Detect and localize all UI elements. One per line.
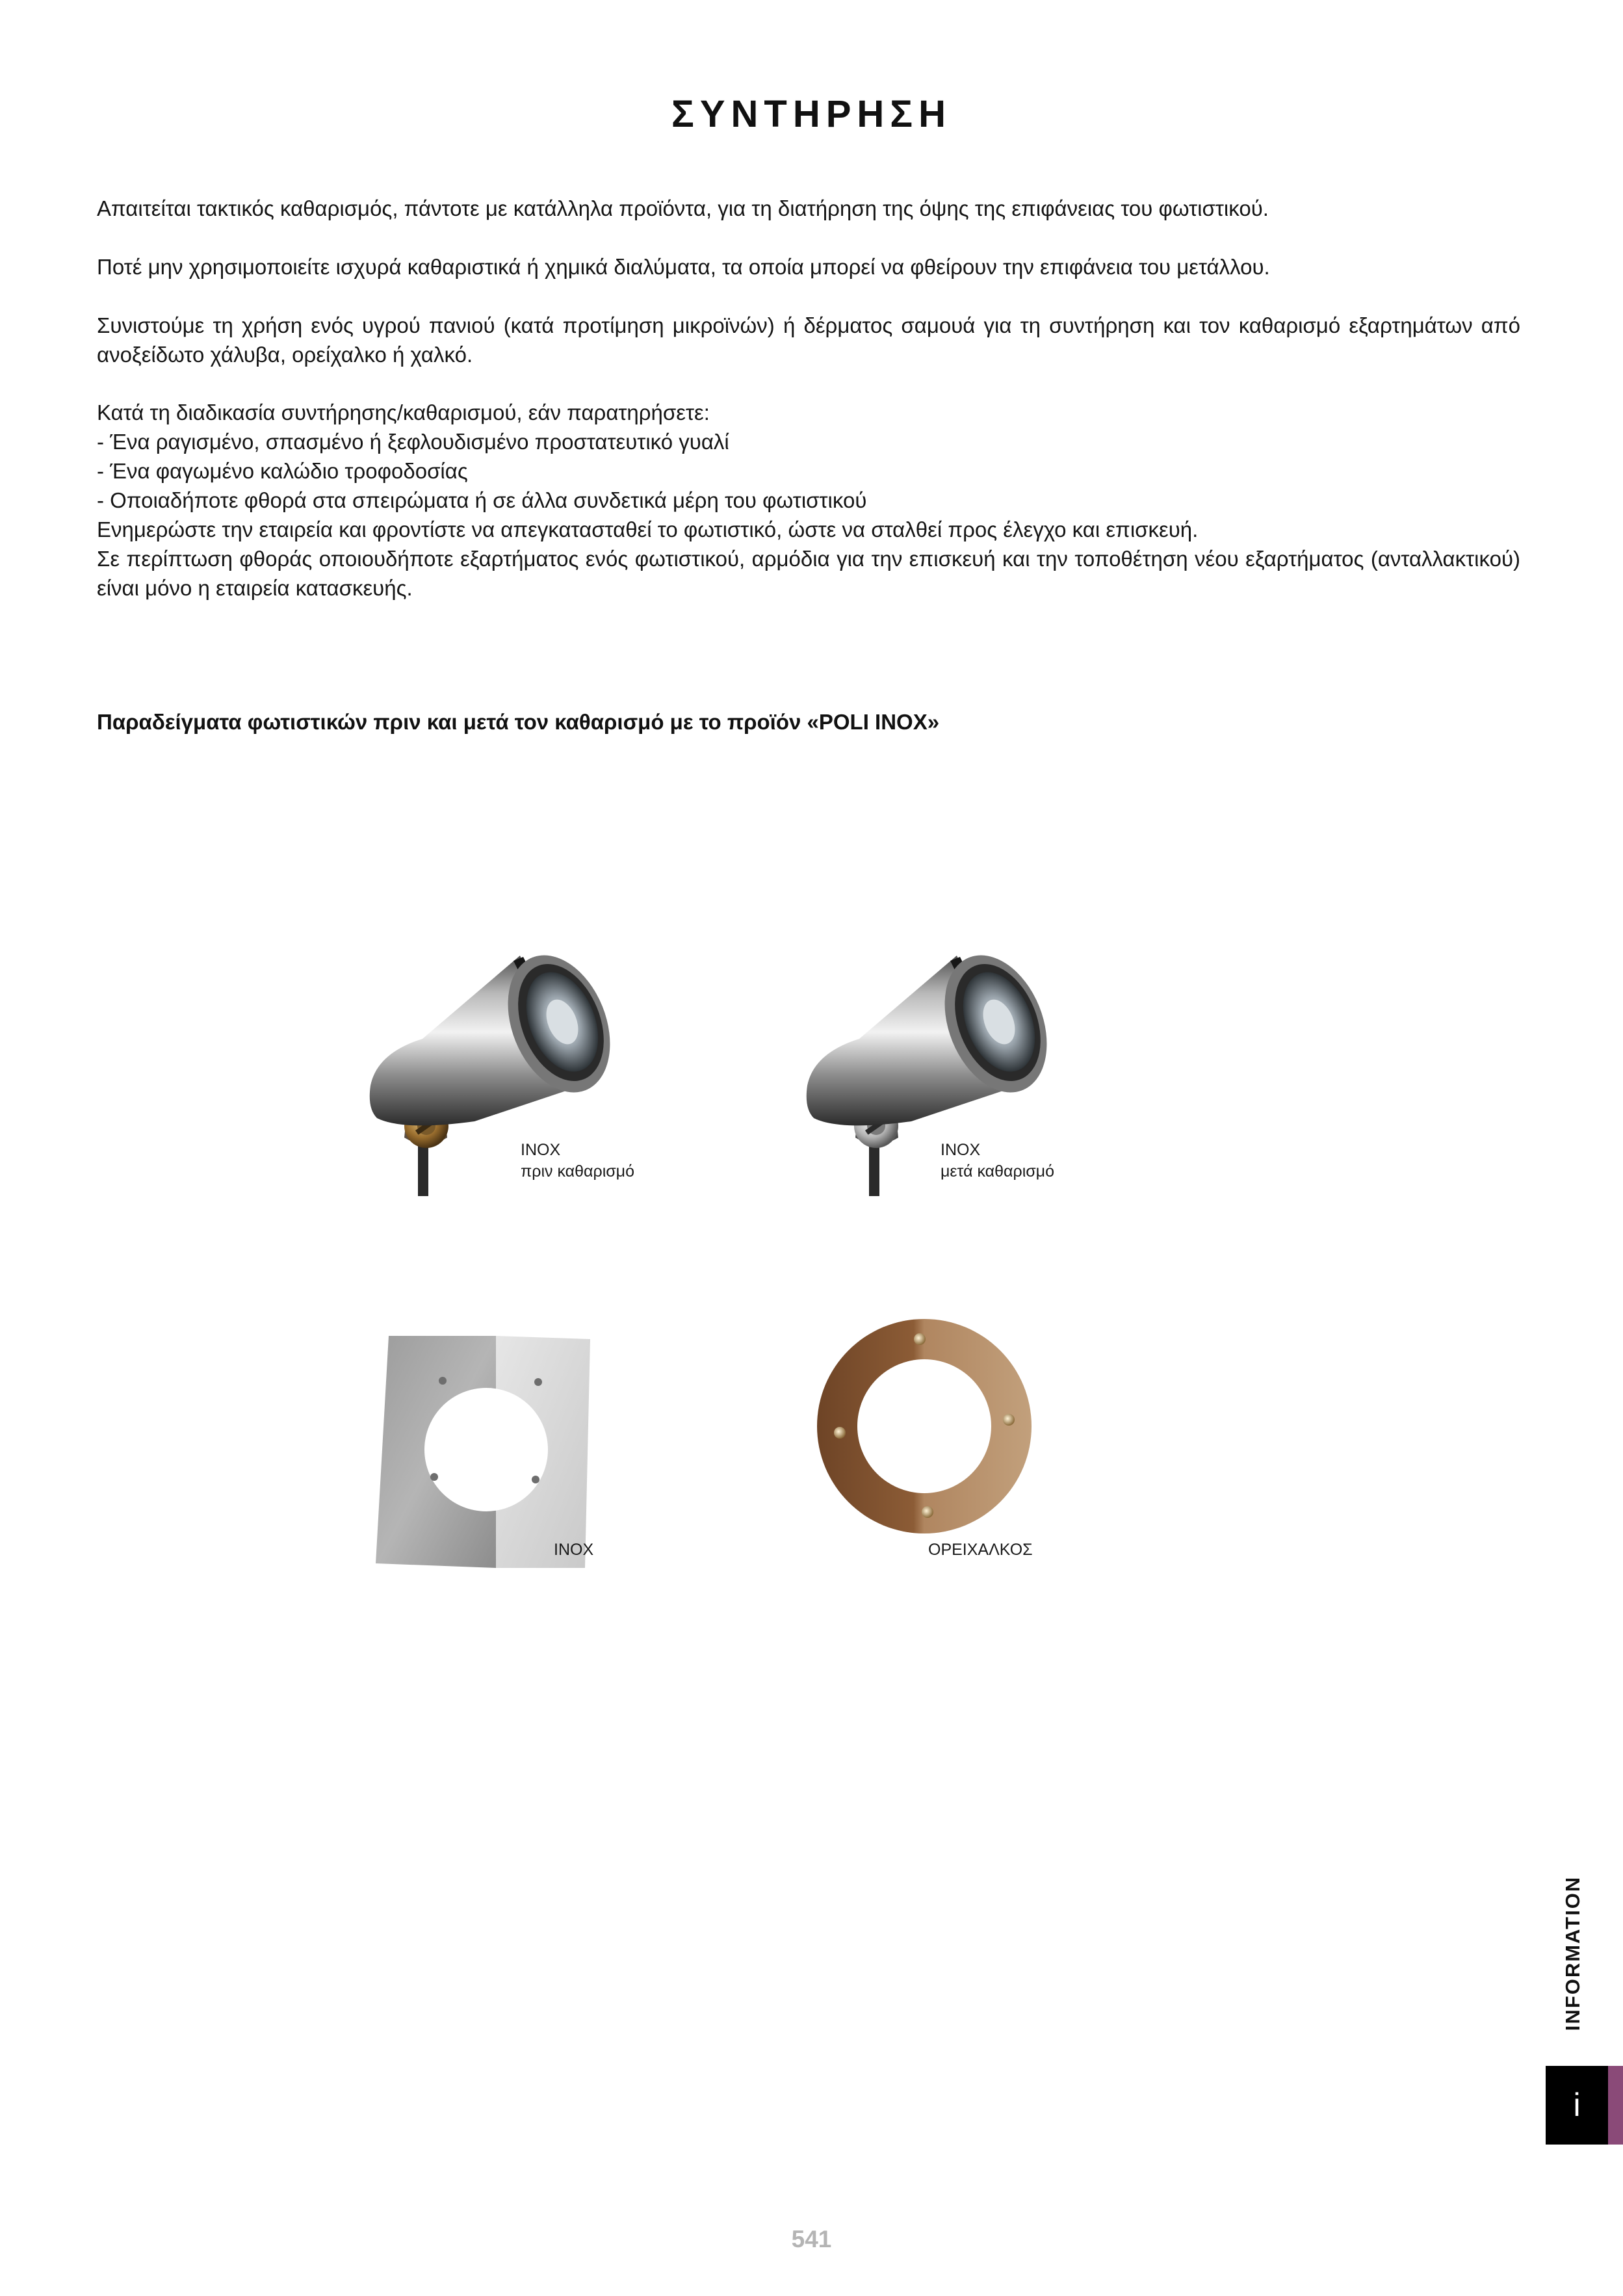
spotlight-before-caption (521, 1140, 634, 1182)
paragraph-regular-cleaning: Απαιτείται τακτικός καθαρισμός, πάντοτε με κατάλληλα προϊόντα, για τη διατήρηση της όψης της επιφάνειας του φωτιστικού. (97, 196, 1269, 220)
maintenance-checklist (97, 398, 1520, 603)
inox-plate-image (376, 1326, 597, 1573)
checklist-item: - Ένα ραγισμένο, σπασμένο ή ξεφλουδισμένο προστατευτικό γυαλί (97, 430, 729, 454)
page-number: 541 (791, 2226, 832, 2252)
tab-accent-bar (1608, 2066, 1623, 2145)
inox-plate-caption: INOX (554, 1541, 594, 1559)
paragraph-no-harsh-chemicals: Ποτέ μην χρησιμοποιείτε ισχυρά καθαριστικά ή χημικά διαλύματα, τα οποία μπορεί να φθείρουν την επιφάνεια του μετάλλου. (97, 255, 1270, 279)
page-title: ΣΥΝΤΗΡΗΣΗ (671, 93, 952, 135)
info-icon: i (1573, 2087, 1581, 2123)
spotlight-after-caption (941, 1140, 1054, 1182)
caption-state: μετά καθαρισμό (941, 1162, 1054, 1181)
caption-state: πριν καθαρισμό (521, 1162, 634, 1181)
brass-ring-caption: ΟΡΕΙΧΑΛΚΟΣ (928, 1541, 1033, 1559)
paragraph-microfiber-cloth: Συνιστούμε τη χρήση ενός υγρού πανιού (κατά προτίμηση μικροϊνών) ή δέρματος σαμουά για τη συντήρηση και τον καθαρισμό εξαρτημάτων από ανοξείδωτο χάλυβα, ορείχαλκο ή χαλκό. (97, 313, 1520, 367)
examples-heading: Παραδείγματα φωτιστικών πριν και μετά τον καθαρισμό με το προϊόν «POLI INOX» (97, 710, 940, 734)
brass-ring-image (814, 1316, 1035, 1537)
information-tab[interactable] (1546, 2066, 1608, 2145)
checklist-item: - Ένα φαγωμένο καλώδιο τροφοδοσίας (97, 459, 468, 483)
caption-material: INOX (521, 1141, 561, 1159)
checklist-intro: Κατά τη διαδικασία συντήρησης/καθαρισμού, εάν παρατηρήσετε: (97, 400, 710, 424)
checklist-action: Ενημερώστε την εταιρεία και φροντίστε να απεγκατασταθεί το φωτιστικό, ώστε να σταλθεί προς έλεγχο και επισκευή. (97, 517, 1199, 541)
checklist-item: - Οποιαδήποτε φθορά στα σπειρώματα ή σε άλλα συνδετικά μέρη του φωτιστικού (97, 488, 867, 512)
information-label-text: INFORMATION (1561, 1875, 1584, 2031)
checklist-note: Σε περίπτωση φθοράς οποιουδήποτε εξαρτήματος ενός φωτιστικού, αρμόδια για την επισκευή και την τοποθέτηση νέου εξαρτήματος (ανταλλακτικού) είναι μόνο η εταιρεία κατασκευής. (97, 547, 1520, 600)
caption-material: INOX (941, 1141, 981, 1159)
information-section-label (1555, 1866, 1591, 2041)
